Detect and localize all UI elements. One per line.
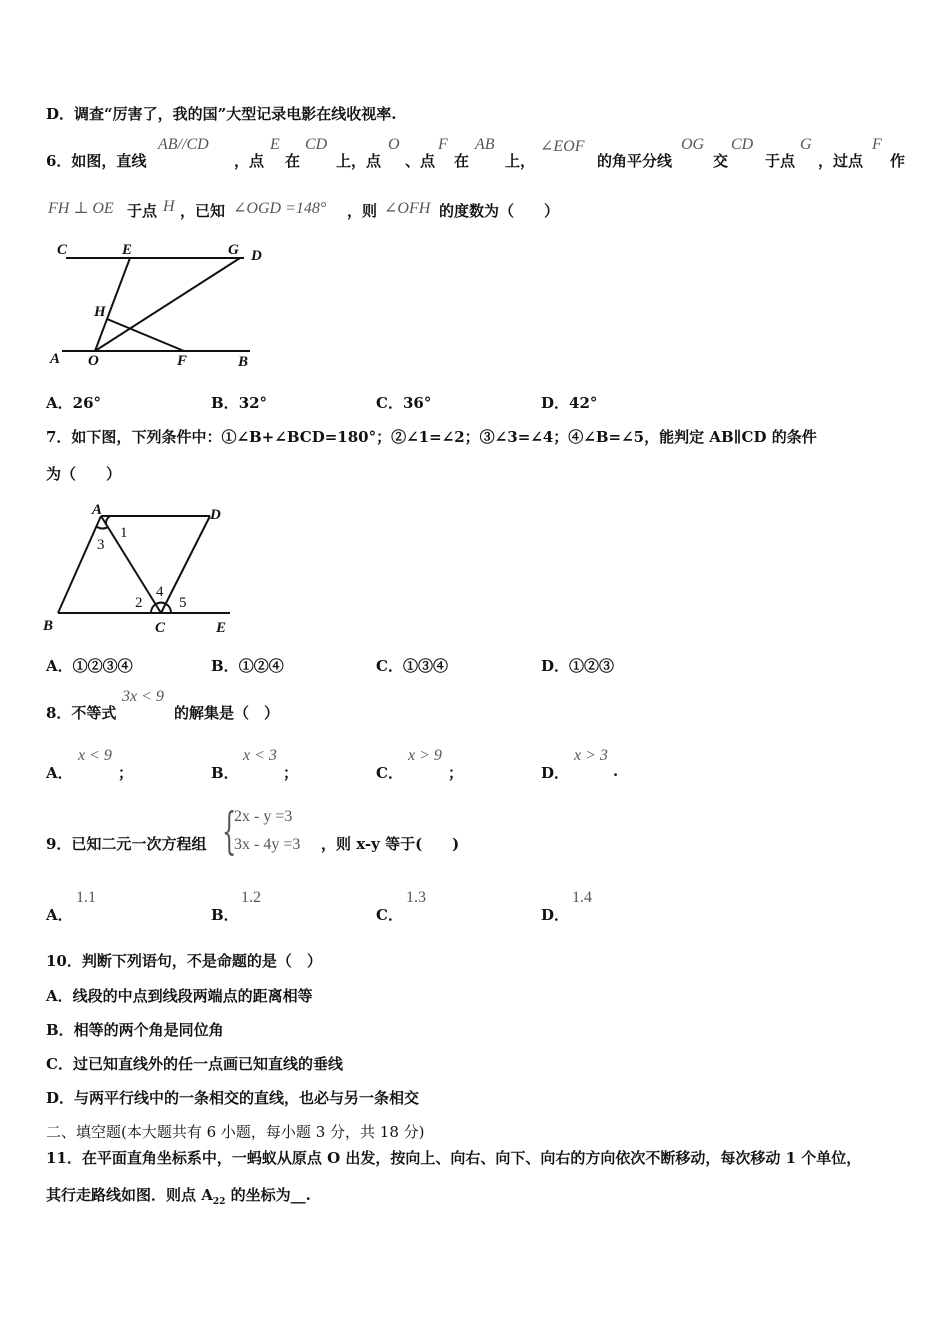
label-f: F xyxy=(177,353,188,369)
q8-option-b-tail: ； xyxy=(283,764,299,782)
q6-option-a[interactable]: A．26° xyxy=(46,394,102,412)
q6-number: 6．如图，直线 xyxy=(46,152,147,170)
q8-expression: 3x < 9 xyxy=(122,688,164,705)
q6-text: 作 xyxy=(890,152,906,170)
q6-ab-parallel-cd: AB//CD xyxy=(158,136,209,153)
q6-text: 交 xyxy=(713,152,729,170)
label-c: C xyxy=(155,620,166,636)
q6-option-b[interactable]: B．32° xyxy=(211,394,268,412)
q7-option-d[interactable]: D．①②③ xyxy=(541,657,615,675)
label-c: C xyxy=(57,242,68,258)
q6-option-c[interactable]: C．36° xyxy=(376,394,432,412)
q7-stem-line2: 为（ ） xyxy=(46,465,122,483)
q8-option-d-tail: . xyxy=(613,762,619,780)
line-ab xyxy=(58,516,101,613)
q7-option-c[interactable]: C．①③④ xyxy=(376,657,448,675)
q10-stem: 10．判断下列语句，不是命题的是（ ） xyxy=(46,952,322,970)
q9-option-d-label[interactable]: D． xyxy=(541,906,570,924)
arc-angle-1 xyxy=(106,516,110,524)
q6-line-cd: CD xyxy=(305,136,328,153)
q6-point-h: H xyxy=(163,198,175,215)
q7-option-b[interactable]: B．①②④ xyxy=(211,657,284,675)
q9-equation-2: 3x - 4y =3 xyxy=(234,836,301,853)
q7-option-a[interactable]: A．①②③④ xyxy=(46,657,133,675)
q8-option-b-value[interactable]: x < 3 xyxy=(243,747,277,764)
label-b: B xyxy=(238,354,249,370)
label-g: G xyxy=(228,242,239,258)
q6-point-f: F xyxy=(438,136,448,153)
label-b: B xyxy=(43,618,54,634)
q8-option-c-value[interactable]: x > 9 xyxy=(408,747,442,764)
q11-stem-line2: 其行走路线如图．则点 $A_{22}$ 的坐标为__. xyxy=(46,1186,311,1207)
q8-option-c-label[interactable]: C． xyxy=(376,764,403,782)
q6-point-f: F xyxy=(872,136,882,153)
q6-fh-perp-oe: FH ⊥ OE xyxy=(48,200,114,217)
q6-ray-og: OG xyxy=(681,136,705,153)
q8-option-c-tail: ； xyxy=(448,764,464,782)
q10-option-a[interactable]: A．线段的中点到线段两端点的距离相等 xyxy=(46,987,313,1005)
q6-point-o: O xyxy=(388,136,400,153)
arc-angle-3 xyxy=(96,526,108,529)
q6-angle-ofh: ∠OFH xyxy=(384,200,431,217)
q6-text: 的度数为（ ） xyxy=(439,202,560,220)
label-a: A xyxy=(92,502,103,518)
q6-text: 于点 xyxy=(765,152,796,170)
arc-angle-5 xyxy=(166,604,171,613)
q6-point-g: G xyxy=(800,136,812,153)
label-4: 4 xyxy=(156,584,164,600)
q6-line-cd: CD xyxy=(731,136,754,153)
label-1: 1 xyxy=(120,525,128,541)
q8-option-d-value[interactable]: x > 3 xyxy=(574,747,608,764)
q8-option-a-value[interactable]: x < 9 xyxy=(78,747,112,764)
q6-point-e: E xyxy=(270,136,280,153)
q8-suffix: 的解集是（ ） xyxy=(174,704,280,722)
q6-text: 上， xyxy=(505,152,536,170)
q6-option-d[interactable]: D．42° xyxy=(541,394,598,412)
label-a: A xyxy=(50,351,61,367)
label-3: 3 xyxy=(97,537,105,553)
q6-text: ，已知 xyxy=(180,202,226,220)
label-5: 5 xyxy=(179,595,187,611)
q6-text: 、点 xyxy=(405,152,436,170)
label-d: D xyxy=(251,248,262,264)
q8-option-a-label[interactable]: A． xyxy=(46,764,73,782)
q9-suffix: ，则 x-y 等于( ) xyxy=(321,835,460,853)
q10-option-c[interactable]: C．过已知直线外的任一点画已知直线的垂线 xyxy=(46,1055,343,1073)
q9-prefix: 9．已知二元一次方程组 xyxy=(46,835,207,853)
q10-option-b[interactable]: B．相等的两个角是同位角 xyxy=(46,1021,224,1039)
section-2-heading: 二、填空题(本大题共有 6 小题，每小题 3 分，共 18 分) xyxy=(46,1123,425,1141)
q6-text: 上，点 xyxy=(336,152,382,170)
label-e: E xyxy=(216,620,227,636)
q6-text: ，则 xyxy=(347,202,378,220)
label-h: H xyxy=(94,304,106,320)
line-ac xyxy=(101,516,161,613)
q6-text: ，点 xyxy=(234,152,265,170)
q9-option-b-value[interactable]: 1.2 xyxy=(241,889,261,906)
label-o: O xyxy=(88,353,99,369)
q8-option-a-tail: ； xyxy=(118,764,134,782)
q9-option-d-value[interactable]: 1.4 xyxy=(572,889,592,906)
q9-option-a-value[interactable]: 1.1 xyxy=(76,889,96,906)
q9-brace: { xyxy=(222,802,237,860)
q6-text: 在 xyxy=(285,152,301,170)
q11-stem-line1: 11．在平面直角坐标系中，一蚂蚁从原点 O 出发，按向上、向右、向下、向右的方向依次不断移动，每次移动 1 个单位， xyxy=(46,1149,862,1167)
q10-option-d[interactable]: D．与两平行线中的一条相交的直线，也必与另一条相交 xyxy=(46,1089,420,1107)
arc-angle-4 xyxy=(156,603,166,604)
q8-prefix: 8．不等式 xyxy=(46,704,117,722)
q7-stem-line1: 7．如下图，下列条件中：①∠B+∠BCD=180°；②∠1=∠2；③∠3=∠4；④∠B=∠5，能判定 AB∥CD 的条件 xyxy=(46,428,817,446)
q6-text: ，过点 xyxy=(818,152,864,170)
q6-text: 的角平分线 xyxy=(597,152,673,170)
label-d: D xyxy=(210,507,221,523)
q9-option-b-label[interactable]: B． xyxy=(211,906,239,924)
q5-option-d: D．调查“厉害了，我的国”大型记录电影在线收视率. xyxy=(46,105,397,123)
q9-option-a-label[interactable]: A． xyxy=(46,906,73,924)
q6-text: 在 xyxy=(454,152,470,170)
arc-angle-2 xyxy=(151,604,156,613)
label-2: 2 xyxy=(135,595,143,611)
q9-option-c-label[interactable]: C． xyxy=(376,906,403,924)
label-e: E xyxy=(122,242,133,258)
q6-text: 于点 xyxy=(127,202,158,220)
q6-angle-eof: ∠EOF xyxy=(540,138,585,155)
q6-angle-ogd: ∠OGD =148° xyxy=(233,200,327,217)
q11-subscript: 22 xyxy=(212,1197,226,1207)
q9-equation-1: 2x - y =3 xyxy=(234,808,293,825)
q9-option-c-value[interactable]: 1.3 xyxy=(406,889,426,906)
q8-option-d-label[interactable]: D． xyxy=(541,764,570,782)
q8-option-b-label[interactable]: B． xyxy=(211,764,239,782)
q6-line-ab: AB xyxy=(475,136,495,153)
